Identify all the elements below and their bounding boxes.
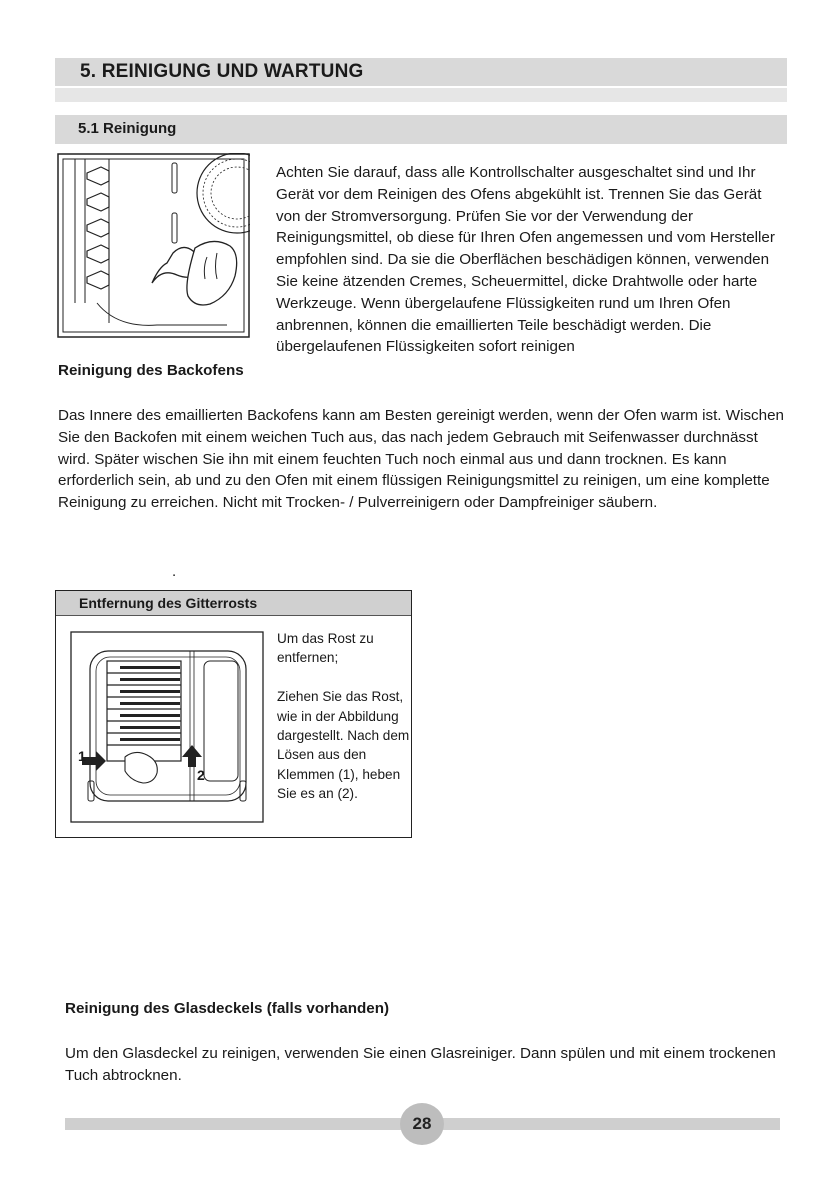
rack-removal-text-2: Ziehen Sie das Rost, wie in der Abbildung dargestellt. Nach dem Lösen aus den Klemmen (1), heben Sie es an (2).	[277, 689, 410, 802]
rack-removal-illustration	[70, 631, 264, 823]
glass-lid-paragraph: Um den Glasdeckel zu reinigen, verwenden Sie einen Glasreiniger. Dann spülen und mit einem trockenen Tuch abtrocknen.	[65, 1045, 776, 1084]
stray-dot: .	[172, 563, 177, 580]
glass-lid-heading: Reinigung des Glasdeckels (falls vorhanden)	[65, 1000, 390, 1017]
rack-removal-header	[56, 591, 411, 616]
rack-removal-box	[55, 590, 412, 838]
section-title: 5. REINIGUNG UND WARTUNG	[80, 61, 364, 82]
section-header-underbar	[55, 88, 787, 102]
rack-removal-text-1: Um das Rost zu entfernen;	[277, 631, 374, 666]
rack-removal-text	[277, 629, 413, 804]
page-number: 28	[400, 1103, 444, 1145]
arrow-label-2: 2	[197, 767, 205, 783]
oven-cleaning-paragraph: Das Innere des emaillierten Backofens kann am Besten gereinigt werden, wenn der Ofen warm ist. Wischen Sie den Backofen mit einem weichen Tuch aus, das nach jedem Gebrauch mit Seifenwasser durchnässt wird. Später wischen Sie ihn mit einem feuchten Tuch noch einmal aus und dann trocknen. Es kann erforderlich sein, ab und zu den Ofen mit einem flüssigen Reinigungsmittel zu reinigen, um eine komplette Reinigung zu erreichen. Nicht mit Trocken- / Pulverreinigern oder Dampfreiniger säubern.	[58, 407, 784, 512]
arrow-label-1: 1	[78, 748, 86, 764]
subsection-title: 5.1 Reinigung	[78, 120, 177, 137]
rack-removal-heading: Entfernung des Gitterrosts	[79, 595, 258, 611]
oven-cleaning-heading: Reinigung des Backofens	[58, 362, 244, 379]
oven-cleaning-illustration	[57, 153, 250, 338]
intro-paragraph: Achten Sie darauf, dass alle Kontrollschalter ausgeschaltet sind und Ihr Gerät vor dem Reinigen des Ofens abgekühlt ist. Trennen Sie das Gerät von der Stromversorgung. Prüfen Sie vor der Verwendung der Reinigungsmittel, ob diese für Ihren Ofen angemessen und vom Hersteller empfohlen sind. Da sie die Oberflächen beschädigen können, verwenden Sie keine ätzenden Cremes, Scheuermittel, dicke Drahtwolle oder harte Werkzeuge. Wenn übergelaufene Flüssigkeiten rund um Ihren Ofen anbrennen, können die emaillierten Teile beschädigt werden. Die übergelaufenen Flüssigkeiten sofort reinigen	[276, 164, 775, 356]
